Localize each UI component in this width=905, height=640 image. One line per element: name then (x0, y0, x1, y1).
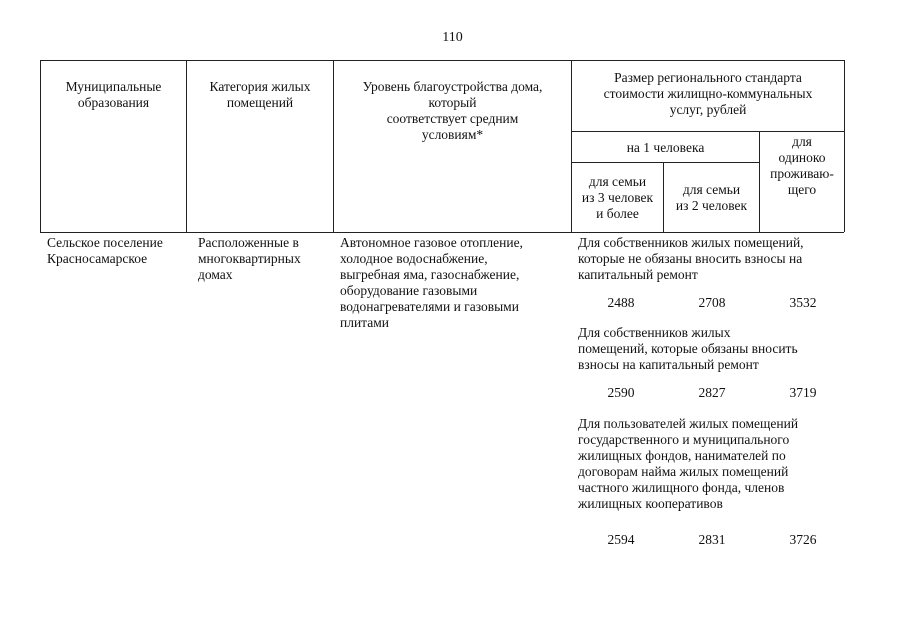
value-single: 3726 (789, 532, 817, 547)
header-family2: для семьи из 2 человек (675, 182, 748, 213)
value-family2: 2831 (698, 532, 726, 547)
cell-category: Расположенные в многоквартирных домах (198, 235, 301, 282)
cell-level: Автономное газовое отопление, холодное водоснабжение, выгребная яма, газоснабжение, оборудование газовыми водонагревателями и газовыми плитами (340, 235, 523, 330)
header-per-person: на 1 человека (626, 140, 705, 155)
value-family2: 2708 (698, 295, 726, 310)
value-family2: 2827 (698, 385, 726, 400)
value-family3: 2488 (607, 295, 635, 310)
header-family3: для семьи из 3 человек и более (581, 174, 654, 221)
value-single: 3719 (789, 385, 817, 400)
value-family3: 2594 (607, 532, 635, 547)
header-size: Размер регионального стандарта стоимости жилищно-коммунальных услуг, рублей (603, 70, 813, 117)
group-label: Для собственников жилых помещений, которые обязаны вносить взносы на капитальный ремонт (578, 325, 798, 372)
header-municipal: Муниципальные образования (65, 79, 162, 110)
value-single: 3532 (789, 295, 817, 310)
cell-municipal: Сельское поселение Красносамарское (47, 235, 163, 266)
header-level: Уровень благоустройства дома, который соответствует средним условиям* (362, 79, 543, 142)
value-family3: 2590 (607, 385, 635, 400)
group-label: Для собственников жилых помещений, которые не обязаны вносить взносы на капитальный ремонт (578, 235, 804, 282)
page-number: 110 (442, 30, 463, 45)
header-category: Категория жилых помещений (209, 79, 311, 110)
group-label: Для пользователей жилых помещений государственного и муниципального жилищных фондов, нанимателей по договорам найма жилых помещений частного жилищного фонда, членов жилищных кооперативов (578, 416, 799, 511)
header-single: для одиноко проживаю- щего (770, 134, 834, 197)
